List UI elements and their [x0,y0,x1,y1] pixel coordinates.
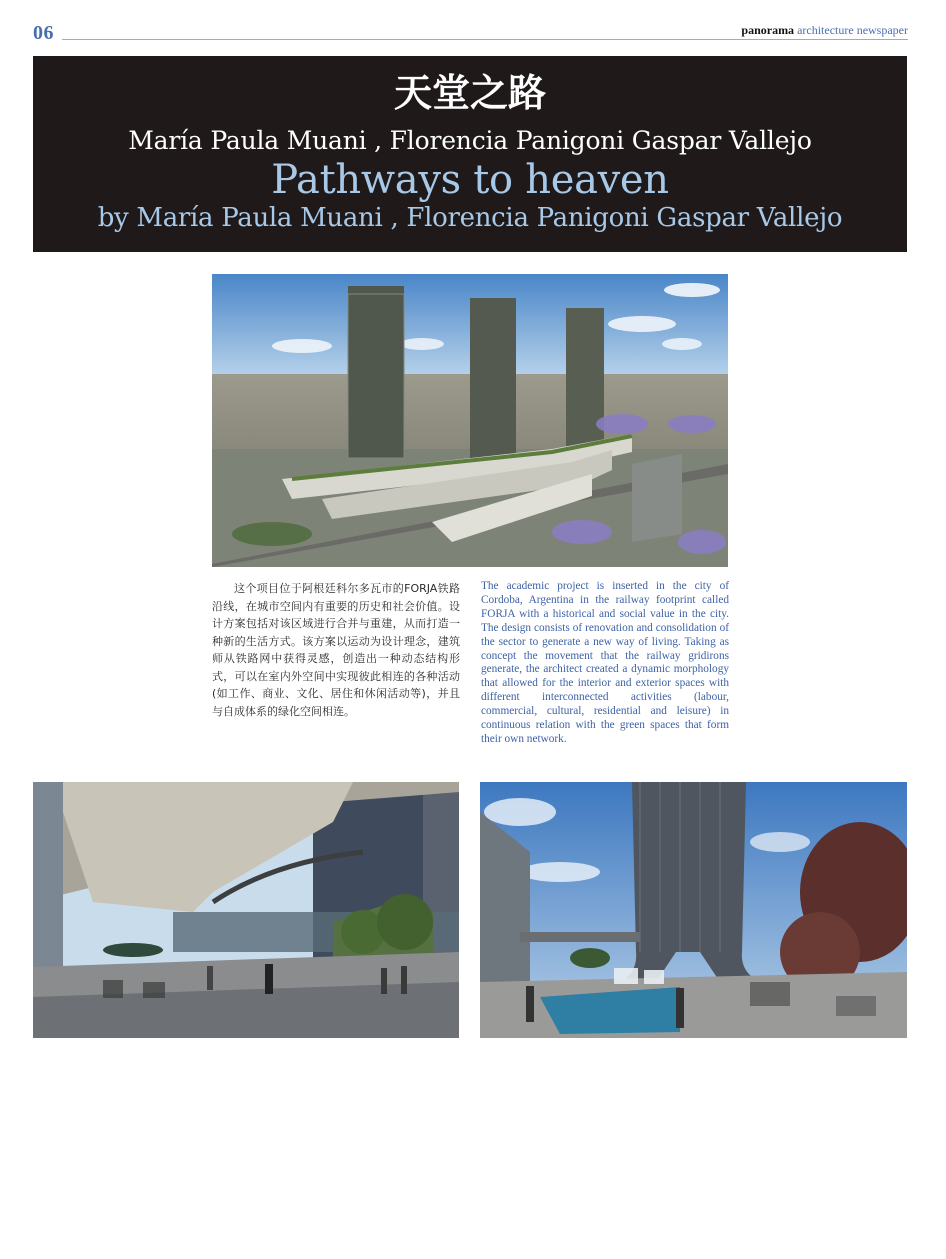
title-english: Pathways to heaven [271,157,669,203]
authors-line-blue: by María Paula Muani , Florencia Panigoni Gaspar Vallejo [97,203,843,233]
masthead-brand: panorama [741,23,795,37]
plaza-canopy-rendering-image [33,782,459,1038]
masthead [741,23,908,38]
tower-fountain-rendering-image [480,782,907,1038]
header-rule [62,39,908,40]
masthead-publication: architecture newspaper [797,23,908,37]
page-number: 06 [33,22,54,44]
title-chinese: 天堂之路 [393,71,546,115]
title-banner [33,56,907,252]
body-text-english: The academic project is inserted in the city of Cordoba, Argentina in the railway footprint called FORJA with a historical and social value in the city. The design consists of renovation and consolidation of the sector to generate a new way of living. Taking as concept the movement that the railway gridirons generate, the architect created a dynamic morphology that allowed for the interior and exterior spaces with different interconnected activities (labour, commercial, cultural, residential and leisure) in continuous relation with the green spaces that form their own network. [481,580,729,745]
body-text-chinese: 这个项目位于阿根廷科尔多瓦市的FORJA铁路沿线，在城市空间内有重要的历史和社会价值。设计方案包括对该区域进行合并与重建，从而打造一种新的生活方式。该方案以运动为设计理念，建筑师从铁路网中获得灵感，创造出一种动态结构形式，可以在室内外空间中实现彼此相连的各种活动(如工作、商业、文化、居住和休闲活动等)，并且与自成体系的绿化空间相连。 [212,582,460,718]
authors-line-white: María Paula Muani , Florencia Panigoni Gaspar Vallejo [128,126,812,155]
aerial-rendering-image [212,274,728,567]
